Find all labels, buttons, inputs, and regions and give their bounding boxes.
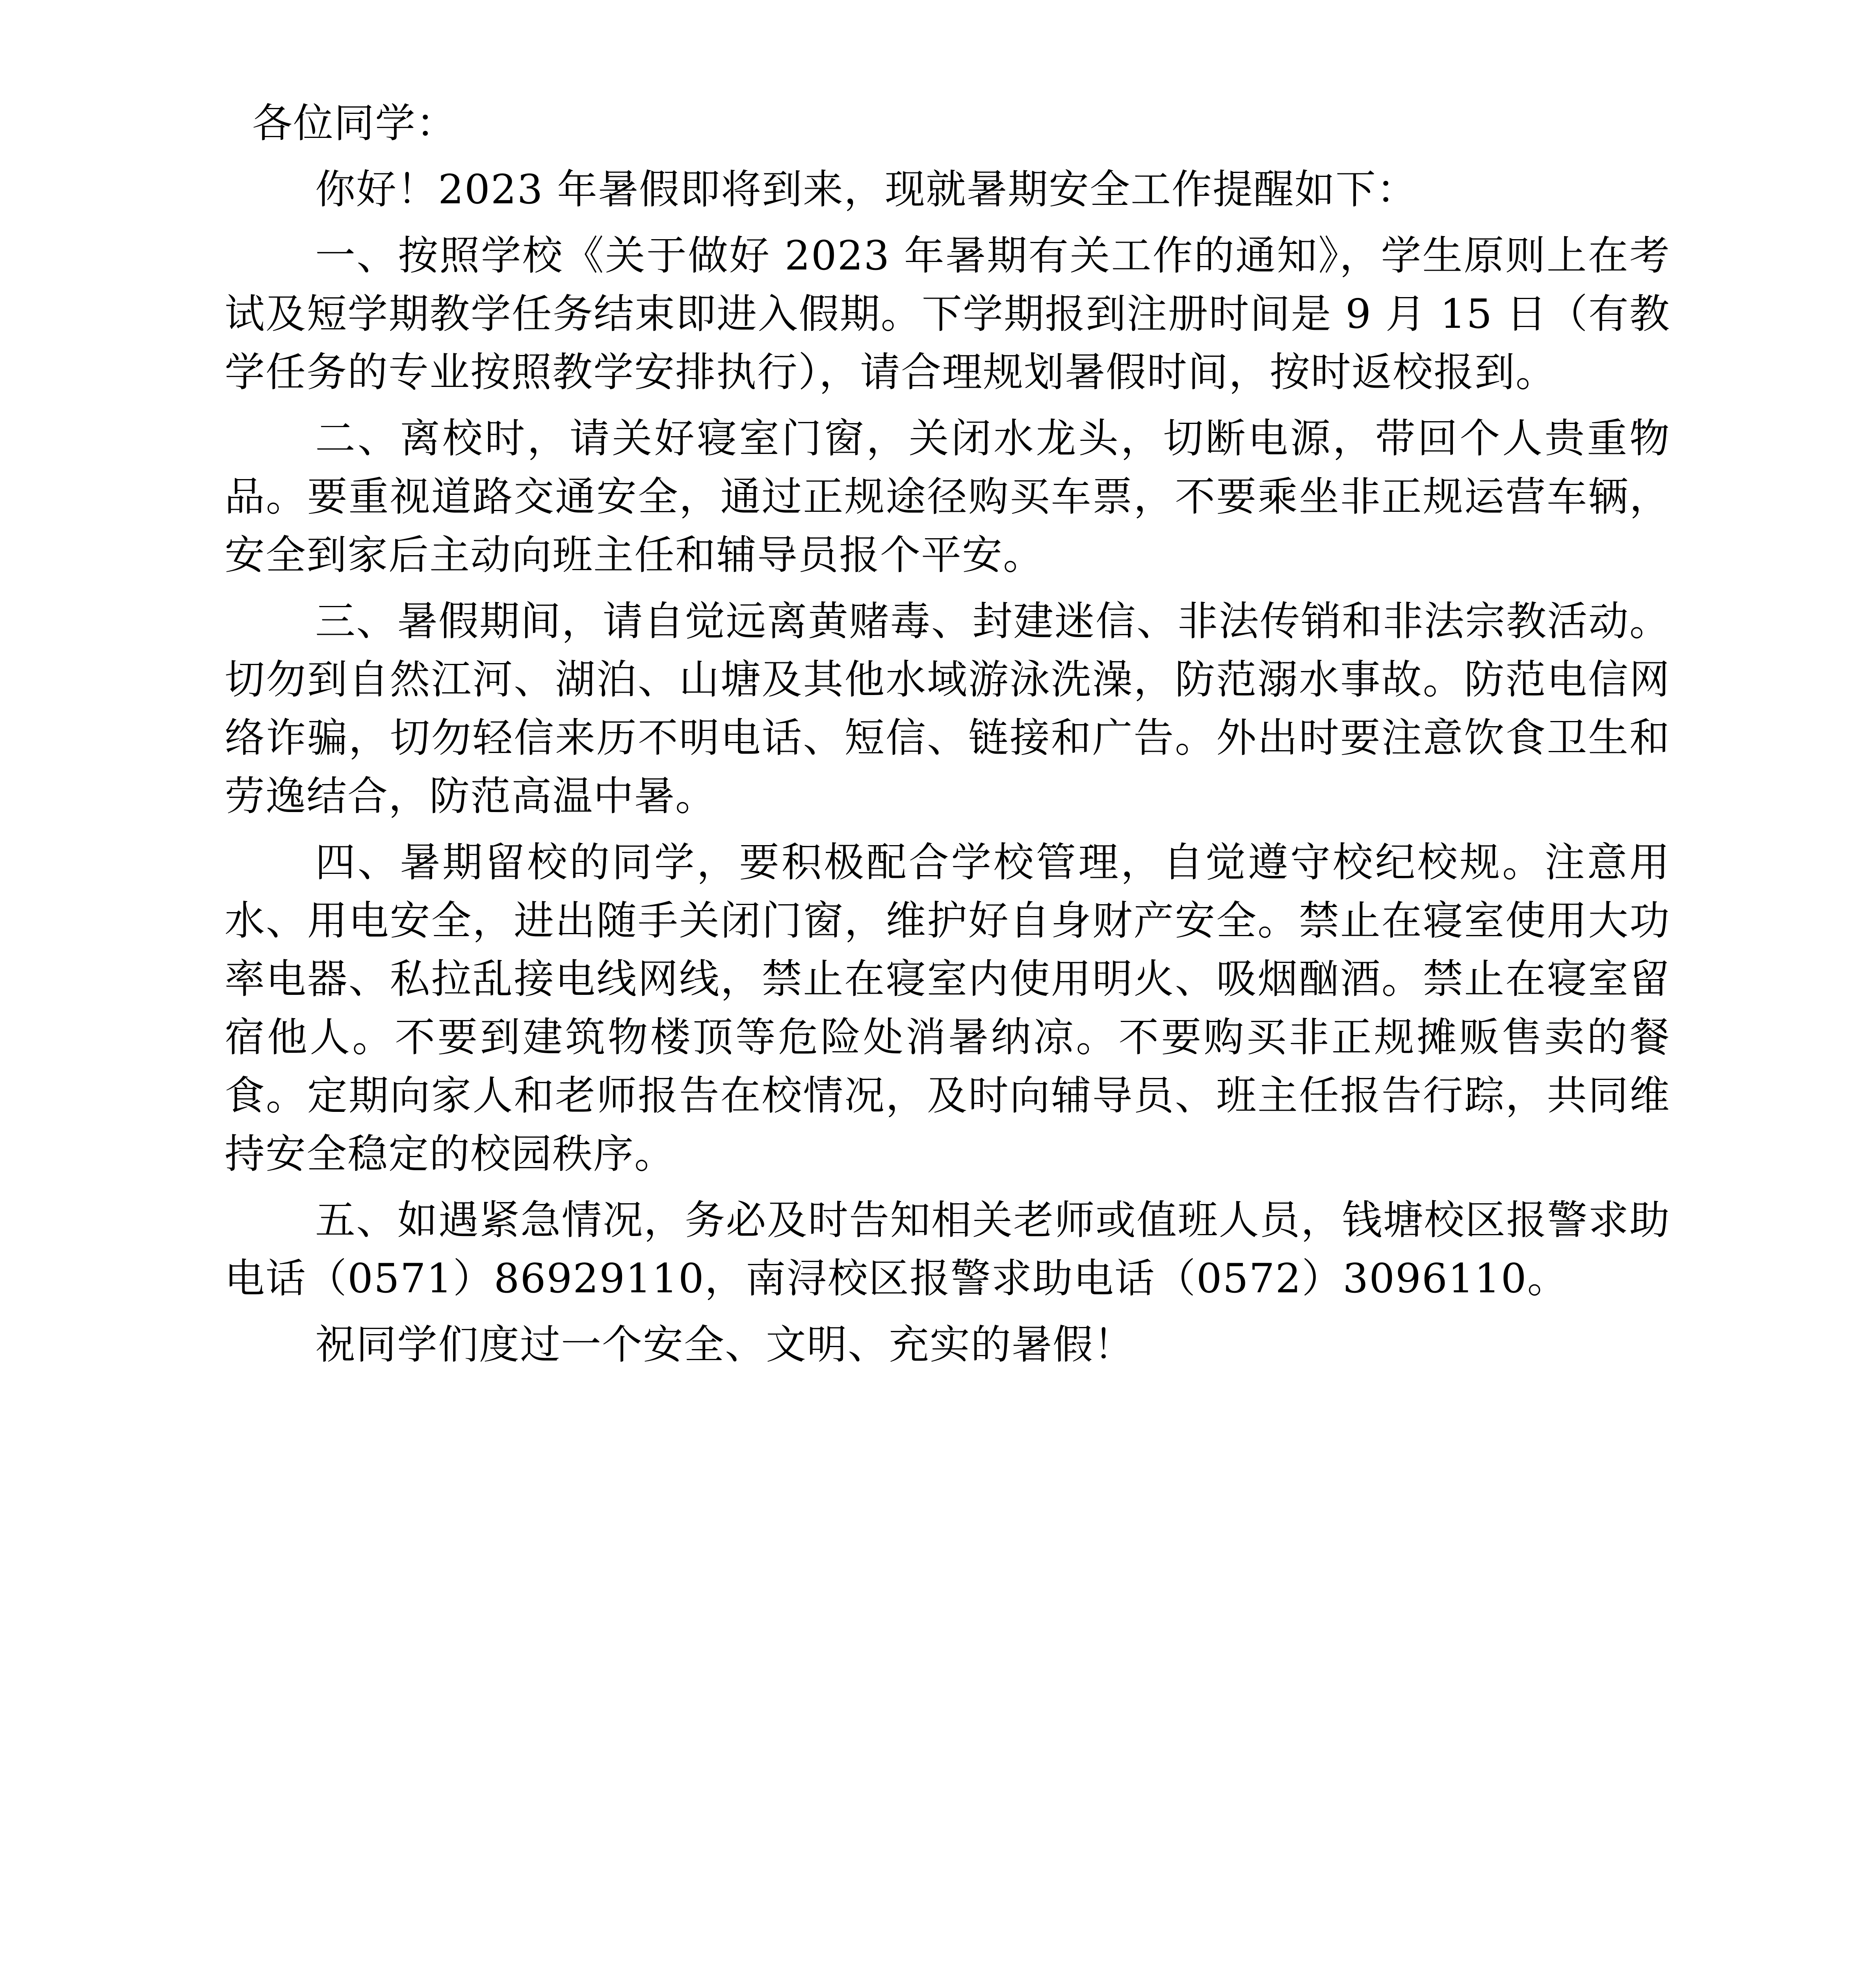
salutation: 各位同学：	[252, 100, 457, 147]
item-3-paragraph: 三、暑假期间，请自觉远离黄赌毒、封建迷信、非法传销和非法宗教活动。切勿到自然江河、湖泊、山塘及其他水域游泳洗澡，防范溺水事故。防范电信网络诈骗，切勿轻信来历不明电话、短信、链接和广告。外出时要注意饮食卫生和劳逸结合，防范高温中暑。	[225, 598, 1670, 820]
item-5-paragraph: 五、如遇紧急情况，务必及时告知相关老师或值班人员，钱塘校区报警求助电话（0571）86929110，南浔校区报警求助电话（0572）3096110。	[225, 1197, 1670, 1302]
item-2-paragraph: 二、离校时，请关好寝室门窗，关闭水龙头，切断电源，带回个人贵重物品。要重视道路交通安全，通过正规途径购买车票，不要乘坐非正规运营车辆，安全到家后主动向班主任和辅导员报个平安。	[225, 415, 1670, 579]
item-4-paragraph: 四、暑期留校的同学，要积极配合学校管理，自觉遵守校纪校规。注意用水、用电安全，进出随手关闭门窗，维护好自身财产安全。禁止在寝室使用大功率电器、私拉乱接电线网线，禁止在寝室内使用明火、吸烟酗酒。禁止在寝室留宿他人。不要到建筑物楼顶等危险处消暑纳凉。不要购买非正规摊贩售卖的餐食。定期向家人和老师报告在校情况，及时向辅导员、班主任报告行踪，共同维持安全稳定的校园秩序。	[225, 839, 1670, 1178]
closing-paragraph: 祝同学们度过一个安全、文明、充实的暑假！	[315, 1321, 1135, 1368]
letter-body	[225, 95, 1670, 1382]
item-1-paragraph: 一、按照学校《关于做好 2023 年暑期有关工作的通知》，学生原则上在考试及短学期教学任务结束即进入假期。下学期报到注册时间是 9 月 15 日（有教学任务的专业按照教学安排执行），请合理规划暑假时间，按时返校报到。	[225, 232, 1670, 396]
greeting-paragraph: 你好！2023 年暑假即将到来，现就暑期安全工作提醒如下：	[315, 166, 1418, 213]
